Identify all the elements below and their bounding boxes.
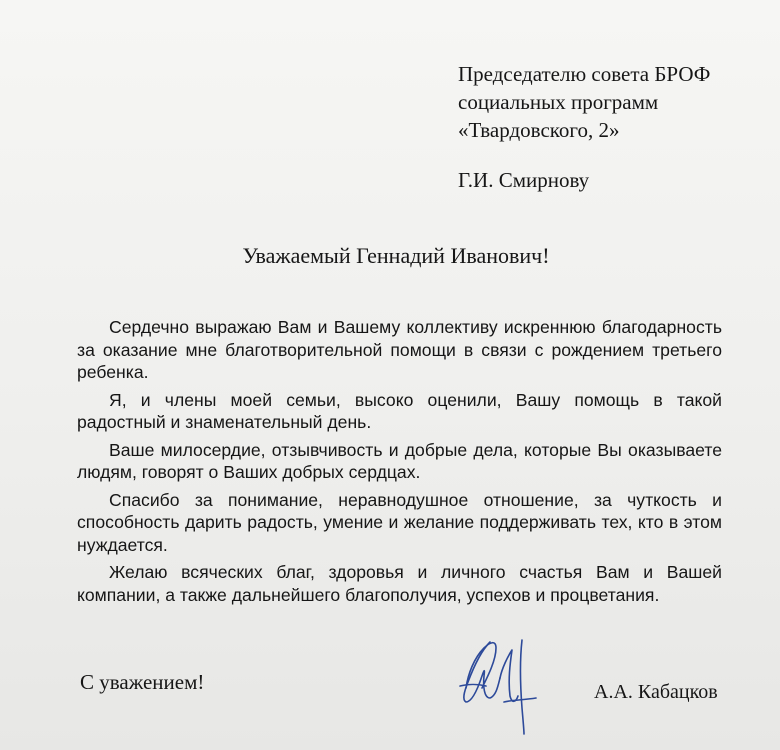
body-paragraph: Я, и члены моей семьи, высоко оценили, Вашу помощь в такой радостный и знаменательный день.: [77, 389, 722, 432]
addressee-block: [458, 60, 710, 194]
addressee-line-1: Председателю совета БРОФ: [458, 62, 711, 86]
body-paragraph: Ваше милосердие, отзывчивость и добрые дела, которые Вы оказываете людям, говорят о Ваших добрых сердцах.: [77, 439, 722, 482]
closing: С уважением!: [80, 670, 205, 694]
body-paragraph: Сердечно выражаю Вам и Вашему коллективу искреннюю благодарность за оказание мне благотворительной помощи в связи с рождением третьего ребенка.: [77, 317, 722, 382]
greeting: Уважаемый Геннадий Иванович!: [242, 243, 550, 268]
signer-name: А.А. Кабацков: [594, 681, 718, 703]
addressee-line-2: социальных программ: [458, 90, 659, 114]
addressee-name: Г.И. Смирнову: [458, 168, 590, 192]
addressee-line-3: «Твардовского, 2»: [458, 118, 620, 142]
handwritten-signature: [438, 628, 548, 736]
body-paragraph: Спасибо за понимание, неравнодушное отношение, за чуткость и способность дарить радость, умение и желание поддерживать тех, кто в этом нуждается.: [77, 489, 722, 555]
body-paragraph: Желаю всяческих благ, здоровья и личного счастья Вам и Вашей компании, а также дальнейшего благополучия, успехов и процветания.: [77, 562, 722, 605]
letter-body: [77, 316, 722, 611]
